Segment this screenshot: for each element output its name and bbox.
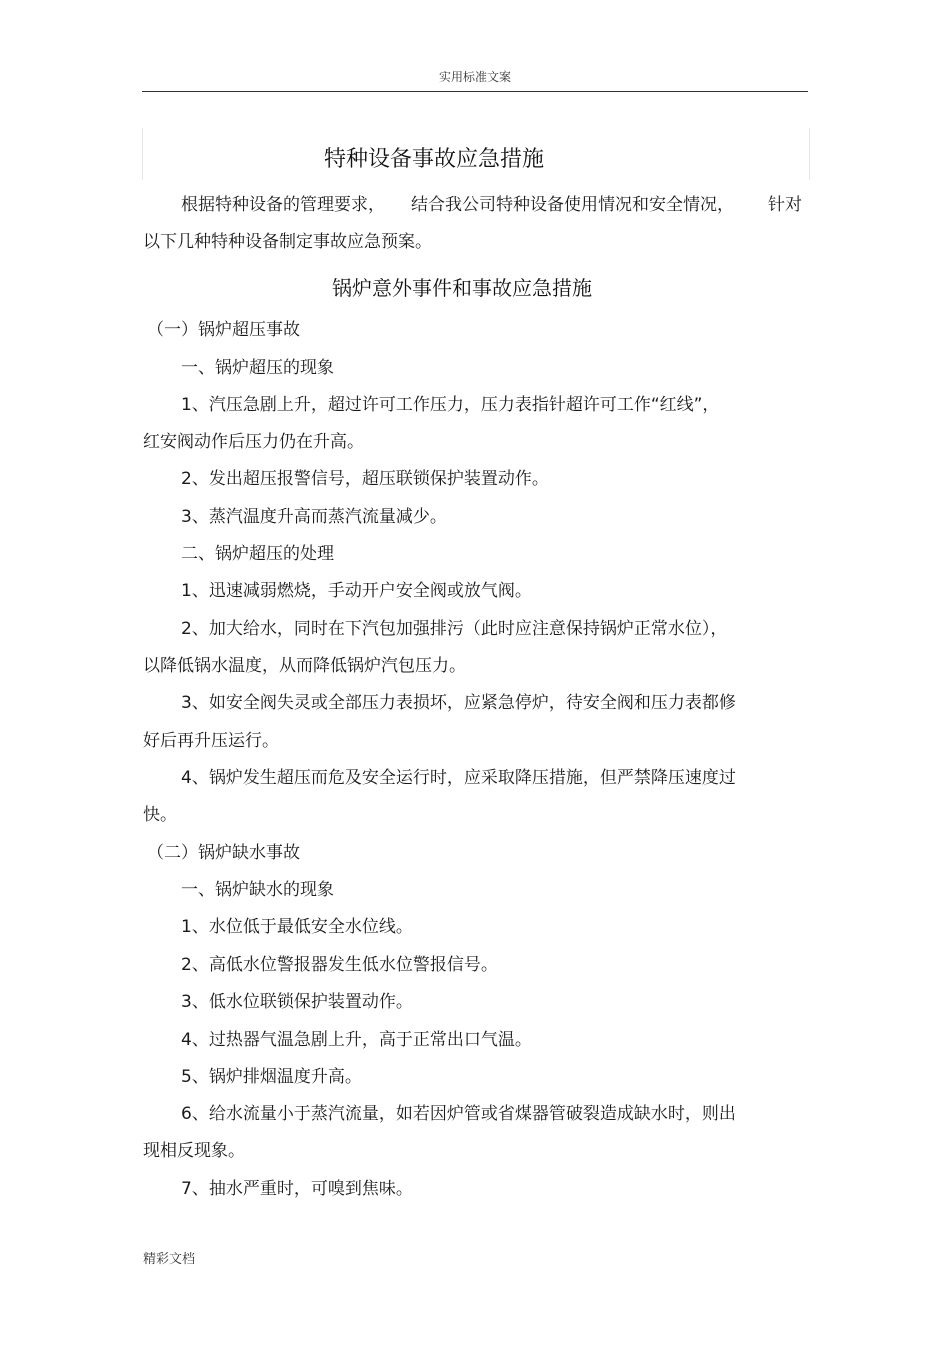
- paragraph-line: 5、锅炉排烟温度升高。: [181, 1067, 362, 1087]
- header-divider: [142, 91, 808, 92]
- subheading-water-shortage-symptoms: 一、锅炉缺水的现象: [181, 880, 334, 900]
- paragraph-line: 1、迅速减弱燃烧，手动开户安全阀或放气阀。: [181, 581, 532, 601]
- paragraph-line: 3、低水位联锁保护装置动作。: [181, 992, 413, 1012]
- paragraph-line: 红安阀动作后压力仍在升高。: [143, 432, 364, 452]
- intro-line-1: [181, 193, 813, 217]
- paragraph-line: 3、蒸汽温度升高而蒸汽流量减少。: [181, 507, 447, 527]
- paragraph-line: 4、过热器气温急剧上升，高于正常出口气温。: [181, 1030, 532, 1050]
- paragraph-line: 好后再升压运行。: [143, 731, 279, 751]
- page-footer-text: 精彩文档: [143, 1252, 196, 1267]
- paragraph-line: 现相反现象。: [143, 1141, 245, 1161]
- section-title: 锅炉意外事件和事故应急措施: [332, 276, 592, 300]
- paragraph-line: 2、高低水位警报器发生低水位警报信号。: [181, 955, 498, 975]
- document-title: 特种设备事故应急措施: [323, 147, 544, 172]
- paragraph-line: 2、加大给水，同时在下汽包加强排污（此时应注意保持锅炉正常水位），: [181, 619, 728, 639]
- intro-part-2: 结合我公司特种设备使用情况和安全情况，: [411, 195, 734, 215]
- paragraph-line: 3、如安全阀失灵或全部压力表损坏，应紧急停炉，待安全阀和压力表都修: [181, 693, 736, 713]
- paragraph-line: 以降低锅水温度，从而降低锅炉汽包压力。: [143, 656, 466, 676]
- intro-line-2: 以下几种特种设备制定事故应急预案。: [143, 232, 432, 252]
- paragraph-line: 2、发出超压报警信号，超压联锁保护装置动作。: [181, 469, 549, 489]
- paragraph-line: 4、锅炉发生超压而危及安全运行时，应采取降压措施，但严禁降压速度过: [181, 768, 736, 788]
- page-header-text: 实用标准文案: [438, 70, 511, 84]
- paragraph-line: 快。: [143, 805, 177, 825]
- heading-boiler-overpressure: （一）锅炉超压事故: [147, 320, 300, 340]
- intro-part-3: 针对: [768, 195, 802, 215]
- paragraph-line: 7、抽水严重时，可嗅到焦味。: [181, 1179, 413, 1199]
- subheading-overpressure-symptoms: 一、锅炉超压的现象: [181, 358, 334, 378]
- subheading-overpressure-handling: 二、锅炉超压的处理: [181, 544, 334, 564]
- heading-boiler-water-shortage: （二）锅炉缺水事故: [147, 843, 300, 863]
- paragraph-line: 1、水位低于最低安全水位线。: [181, 917, 413, 937]
- intro-part-1: 根据特种设备的管理要求，: [181, 195, 385, 215]
- paragraph-line: 6、给水流量小于蒸汽流量，如若因炉管或省煤器管破裂造成缺水时，则出: [181, 1104, 736, 1124]
- paragraph-line: 1、汽压急剧上升，超过许可工作压力，压力表指针超许可工作“红线”，: [181, 395, 720, 415]
